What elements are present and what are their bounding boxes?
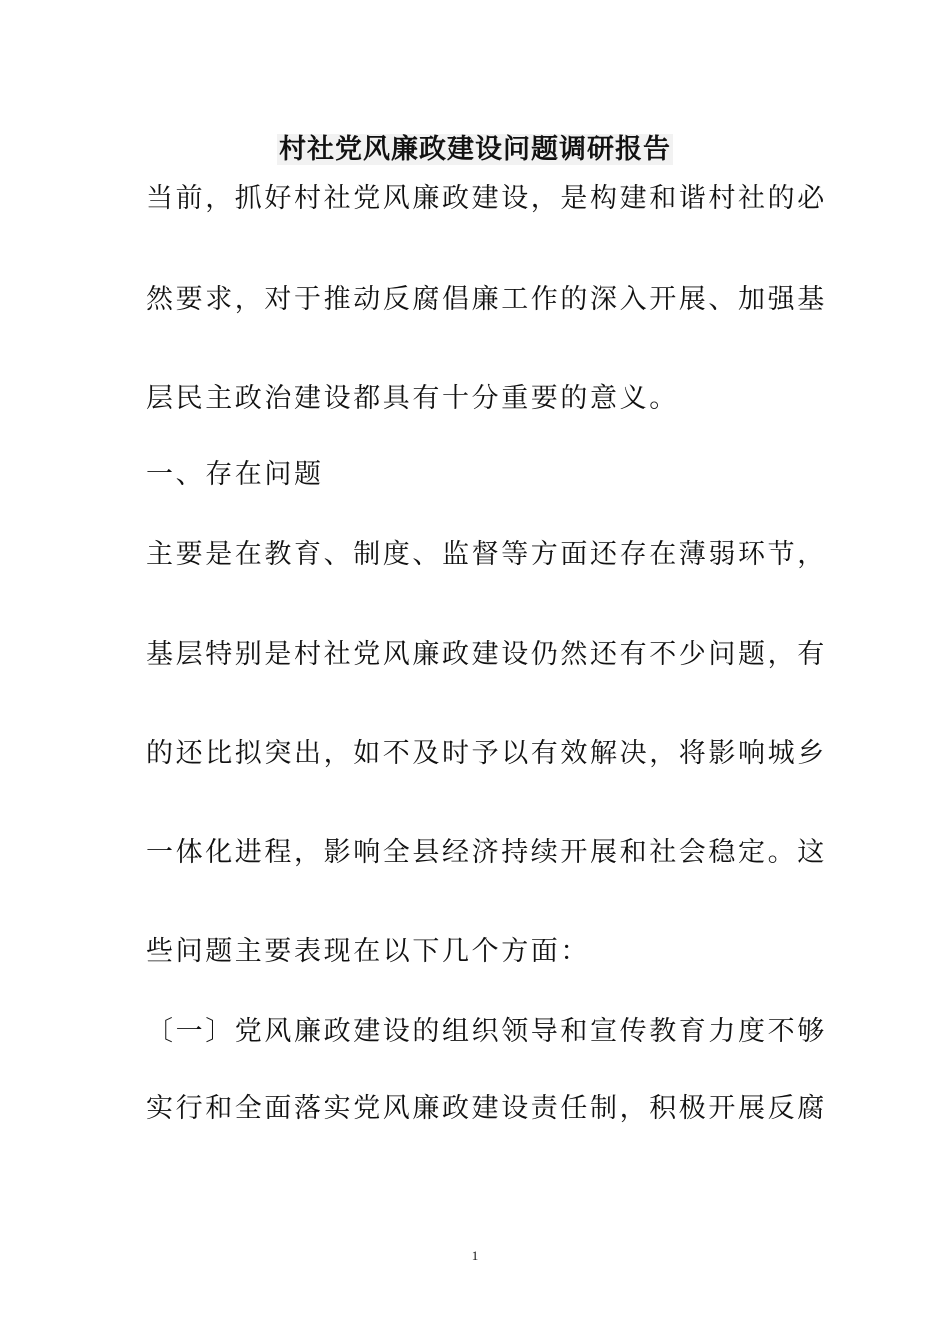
- body-line-6: 基层特别是村社党风廉政建设仍然还有不少问题，有: [146, 639, 827, 670]
- section-heading: 一、存在问题: [146, 459, 324, 490]
- body-line-11: 实行和全面落实党风廉政建设责任制，积极开展反腐: [146, 1093, 827, 1124]
- body-line-3: 层民主政治建设都具有十分重要的意义。: [146, 383, 679, 414]
- body-line-9: 些问题主要表现在以下几个方面：: [146, 936, 590, 967]
- body-line-7: 的还比拟突出，如不及时予以有效解决，将影响城乡: [146, 738, 827, 769]
- body-line-5: 主要是在教育、制度、监督等方面还存在薄弱环节，: [146, 539, 827, 570]
- page-number: 1: [471, 1248, 479, 1263]
- document-title-text: 村社党风廉政建设问题调研报告: [279, 134, 671, 165]
- body-line-2: 然要求，对于推动反腐倡廉工作的深入开展、加强基: [146, 284, 827, 315]
- body-line-1: 当前，抓好村社党风廉政建设，是构建和谐村社的必: [146, 183, 827, 214]
- body-line-8: 一体化进程，影响全县经济持续开展和社会稳定。这: [146, 837, 827, 868]
- document-title: [0, 130, 950, 170]
- subsection-heading: 〔一〕党风廉政建设的组织领导和宣传教育力度不够: [146, 1016, 827, 1047]
